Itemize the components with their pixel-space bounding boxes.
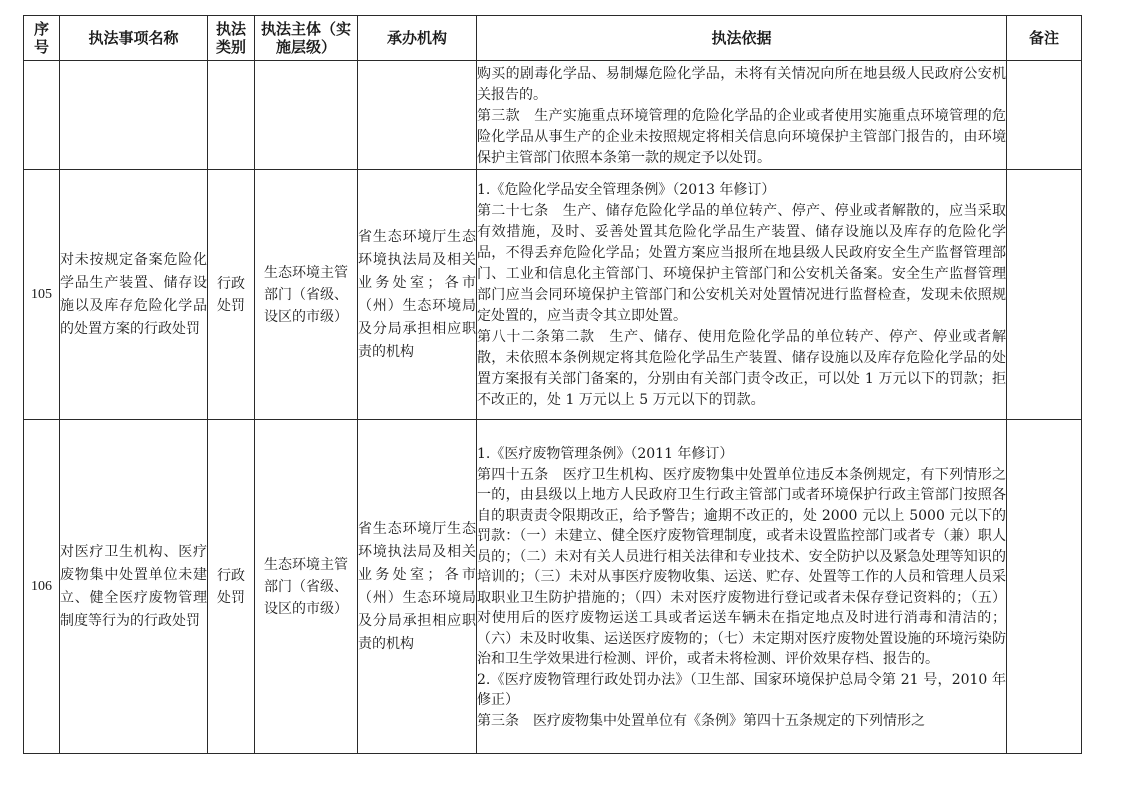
header-handler: 承办机构: [358, 16, 477, 61]
row-item-name: 对未按规定备案危险化学品生产装置、储存设施以及库存危险化学品的处置方案的行政处罚: [60, 170, 208, 420]
row-subject: [255, 61, 358, 170]
header-basis: 执法依据: [477, 16, 1007, 61]
header-note: 备注: [1007, 16, 1082, 61]
header-name: 执法事项名称: [60, 16, 208, 61]
basis-paragraph: 1.《危险化学品安全管理条例》（2013 年修订）: [477, 182, 776, 198]
row-item-name: [60, 61, 208, 170]
row-basis: [477, 61, 1007, 170]
row-category: [208, 61, 255, 170]
basis-paragraph: 1.《医疗废物管理条例》（2011 年修订）: [477, 446, 734, 462]
basis-paragraph: 第二十七条 生产、储存危险化学品的单位转产、停产、停业或者解散的，应当采取有效措施，及时、妥善处置其危险化学品生产装置、储存设施以及库存的危险化学品，不得丢弃危险化学品；处置方案应当报所在地县级人民政府安全生产监督管理部门、工业和信息化主管部门、环境保护主管部门和公安机关备案。安全生产监督管理部门应当会同环境保护主管部门和公安机关对处置情况进行监督检查，发现未依照规定处置的，应当责令其立即处置。: [477, 203, 1006, 324]
row-subject: 生态环境主管部门（省级、设区的市级）: [255, 420, 358, 754]
row-handler: 省生态环境厅生态环境执法局及相关业务处室；各市（州）生态环境局及分局承担相应职责的机构: [358, 170, 477, 420]
header-category: 执法类别: [208, 16, 255, 61]
row-note: [1007, 61, 1082, 170]
row-category: 行政处罚: [208, 420, 255, 754]
row-note: [1007, 420, 1082, 754]
table-row: [24, 170, 1082, 420]
row-seq: [24, 61, 60, 170]
table-row: [24, 420, 1082, 754]
basis-paragraph: 第四十五条 医疗卫生机构、医疗废物集中处置单位违反本条例规定，有下列情形之一的，由县级以上地方人民政府卫生行政主管部门或者环境保护行政主管部门按照各自的职责责令限期改正，给予警告；逾期不改正的，处 2000 元以上 5000 元以下的罚款：（一）未建立、健全医疗废物管理制度，或者未设置监控部门或者专（兼）职人员的；（二）未对有关人员进行相关法律和专业技术、安全防护以及紧急处理等知识的培训的；（三）未对从事医疗废物收集、运送、贮存、处置等工作的人员和管理人员采取职业卫生防护措施的；（四）未对医疗废物进行登记或者未保存登记资料的；（五）对使用后的医疗废物运送工具或者运送车辆未在指定地点及时进行消毒和清洁的；（六）未及时收集、运送医疗废物的；（七）未定期对医疗废物处置设施的环境污染防治和卫生学效果进行检测、评价，或者未将检测、评价效果存档、报告的。: [477, 466, 1006, 667]
basis-paragraph: 购买的剧毒化学品、易制爆危险化学品，未将有关情况向所在地县级人民政府公安机关报告的。: [477, 66, 1006, 103]
header-subject: 执法主体（实施层级）: [255, 16, 358, 61]
enforcement-table: [23, 15, 1082, 754]
row-category: 行政处罚: [208, 170, 255, 420]
row-item-name: 对医疗卫生机构、医疗废物集中处置单位未建立、健全医疗废物管理制度等行为的行政处罚: [60, 420, 208, 754]
basis-paragraph: 第三条 医疗废物集中处置单位有《条例》第四十五条规定的下列情形之: [477, 712, 925, 729]
basis-paragraph: 第三款 生产实施重点环境管理的危险化学品的企业或者使用实施重点环境管理的危险化学品从事生产的企业未按照规定将相关信息向环境保护主管部门报告的，由环境保护主管部门依照本条第一款的规定予以处罚。: [477, 108, 1006, 166]
header-row: [24, 16, 1082, 61]
basis-paragraph: 2.《医疗废物管理行政处罚办法》（卫生部、国家环境保护总局令第 21 号，2010 年修正）: [477, 671, 1006, 708]
row-note: [1007, 170, 1082, 420]
row-handler: 省生态环境厅生态环境执法局及相关业务处室；各市（州）生态环境局及分局承担相应职责的机构: [358, 420, 477, 754]
row-seq: 105: [24, 170, 60, 420]
row-basis: [477, 170, 1007, 420]
table-row: [24, 61, 1082, 170]
basis-paragraph: 第八十二条第二款 生产、储存、使用危险化学品的单位转产、停产、停业或者解散，未依照本条例规定将其危险化学品生产装置、储存设施以及库存危险化学品的处置方案报有关部门备案的，分别由有关部门责令改正，可以处 1 万元以下的罚款；拒不改正的，处 1 万元以上 5 万元以下的罚款。: [477, 329, 1006, 408]
row-handler: [358, 61, 477, 170]
row-basis: [477, 420, 1007, 754]
row-subject: 生态环境主管部门（省级、设区的市级）: [255, 170, 358, 420]
header-seq: 序号: [24, 16, 60, 61]
row-seq: 106: [24, 420, 60, 754]
